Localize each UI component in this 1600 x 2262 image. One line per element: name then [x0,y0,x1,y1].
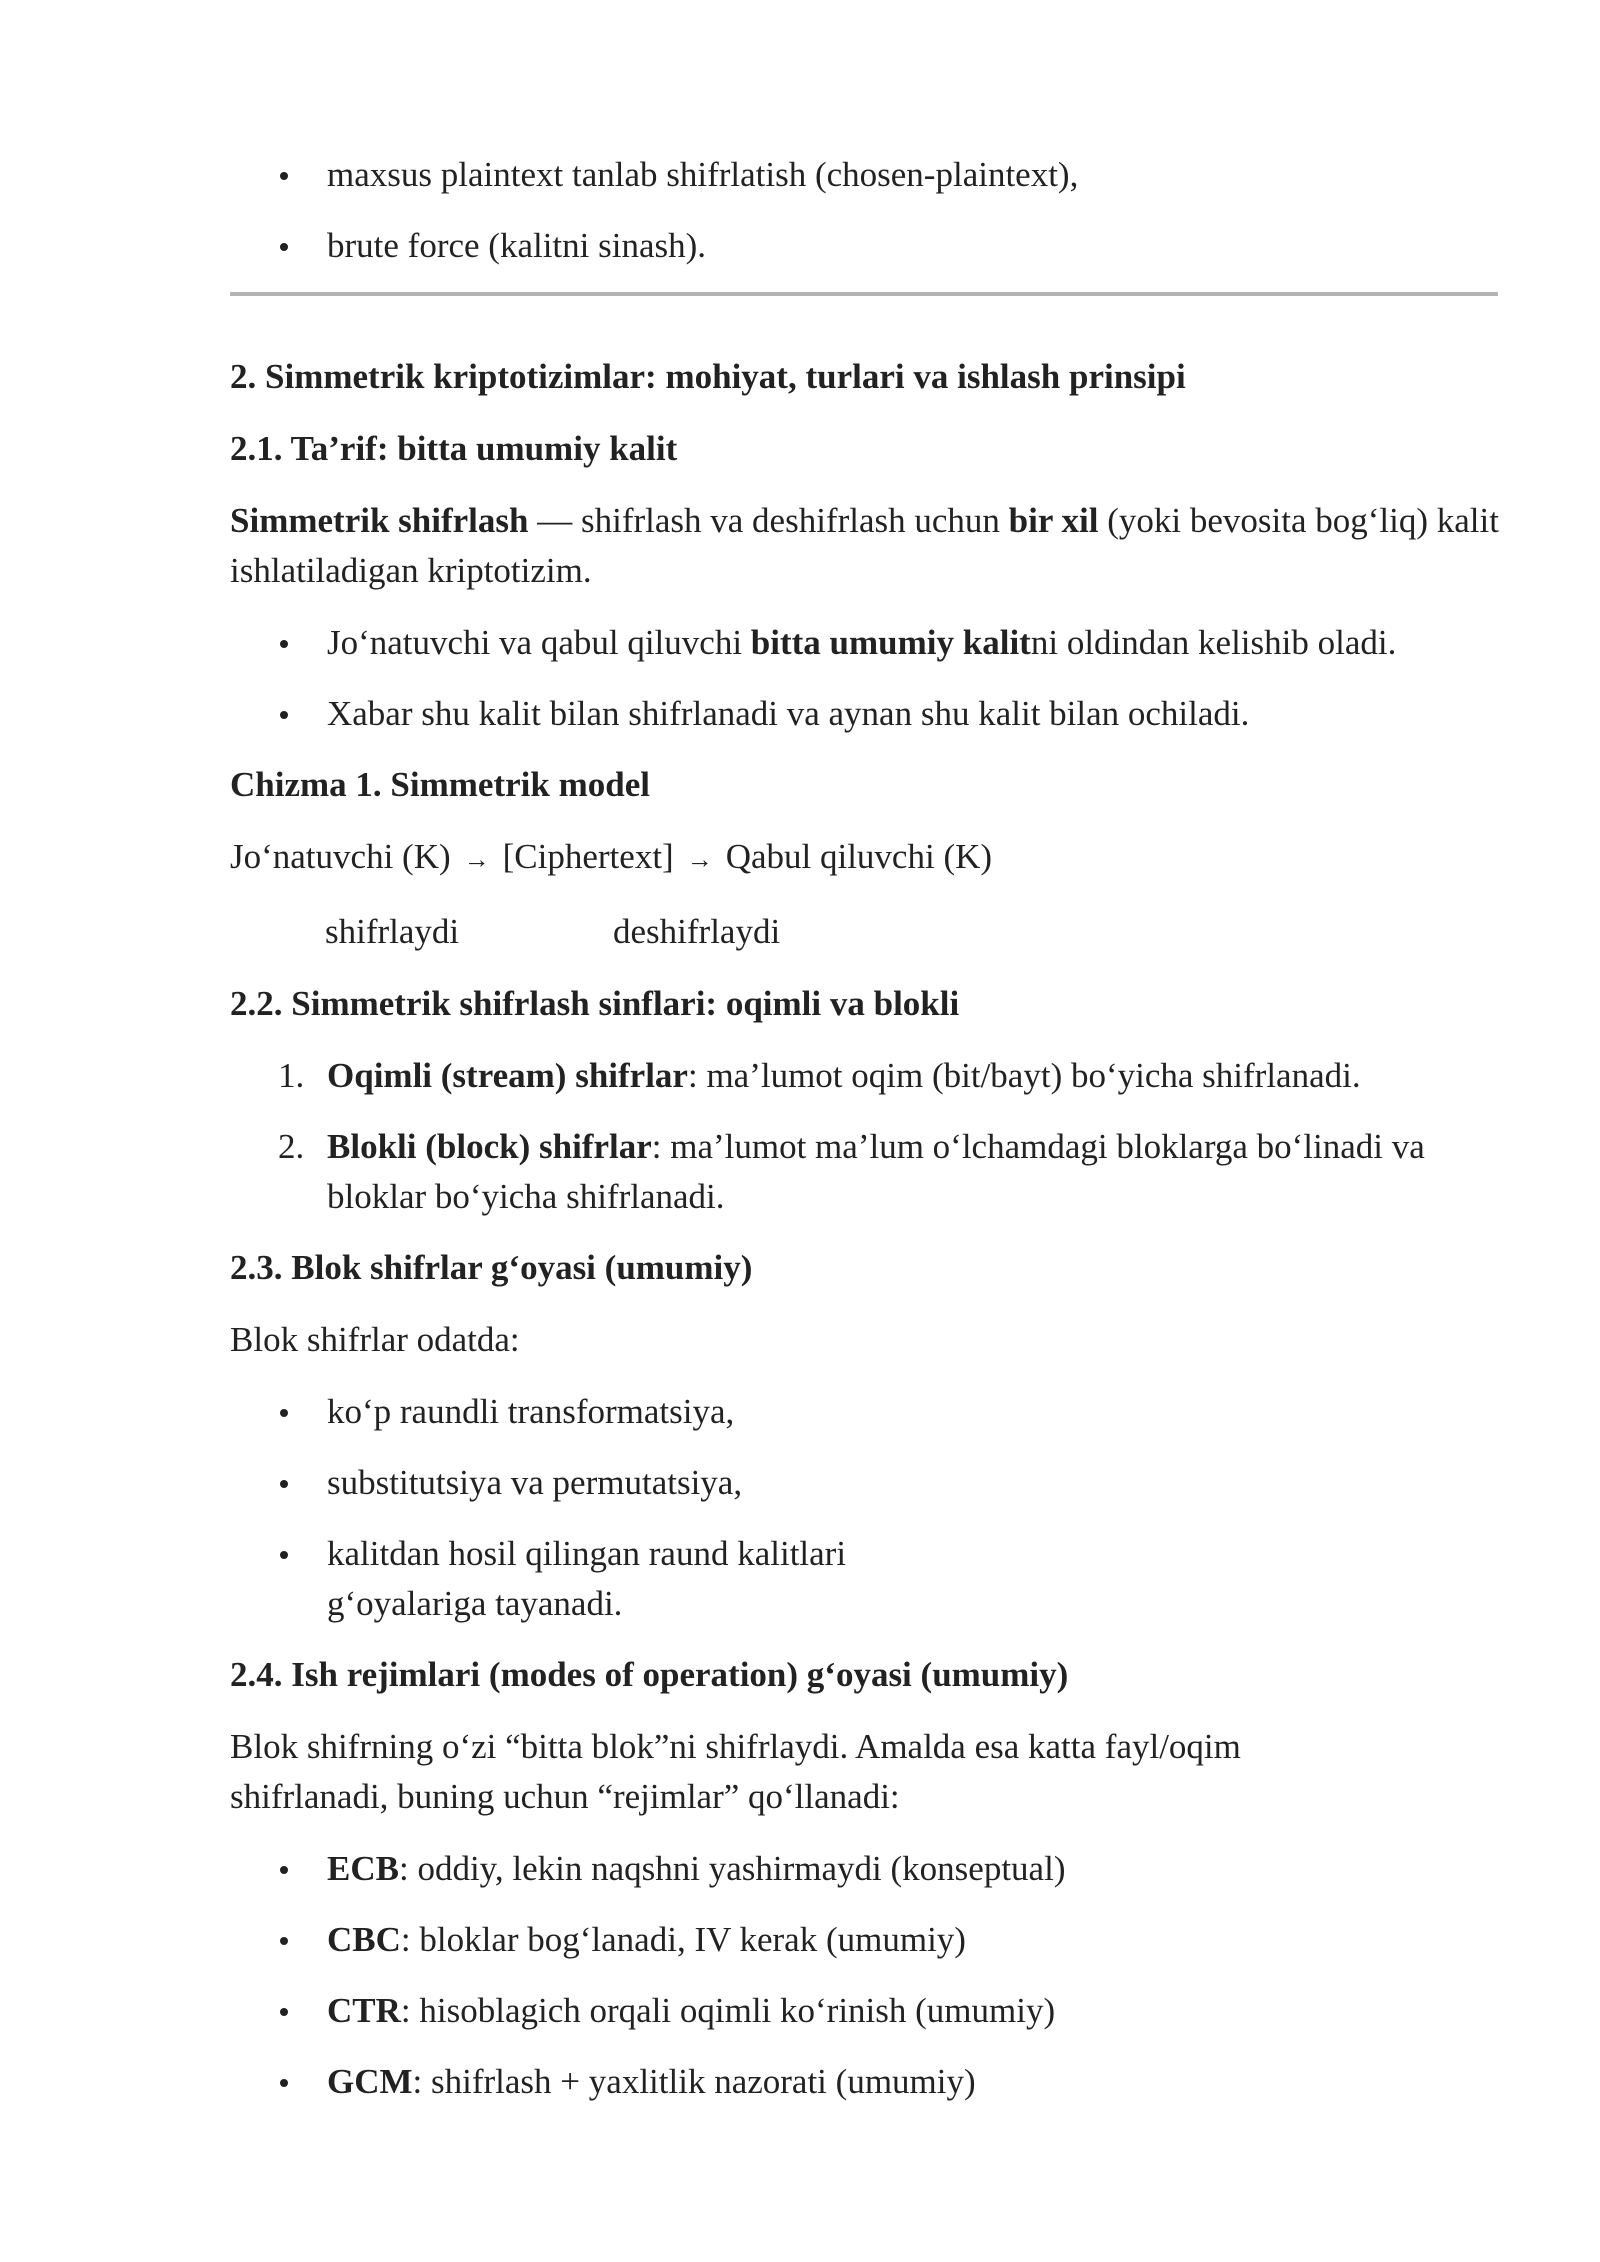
list-item: 2. Blokli (block) shifrlar: ma’lumot ma’lum o‘lchamdagi bloklarga bo‘linadi va bloklar bo‘yicha shifrlanadi. [278,1127,1425,1216]
decrypt-label: deshifrlaydi [613,912,781,951]
subsection-heading: 2.2. Simmetrik shifrlash sinflari: oqimli va blokli [230,984,960,1023]
sender-label: Jo‘natuvchi (K) [230,837,451,876]
modes-of-operation-list [230,1844,1500,2107]
figure-step-labels [230,907,1500,957]
list-item: kalitdan hosil qilingan raund kalitlari g‘oyalariga tayanadi. [230,1529,887,1629]
emphasis: bir xil [1008,501,1099,540]
list-item: ECB: oddiy, lekin naqshni yashirmaydi (konseptual) [230,1844,1500,1894]
subsection-heading: 2.3. Blok shifrlar g‘oyasi (umumiy) [230,1248,753,1287]
list-item: GCM: shifrlash + yaxlitlik nazorati (umumiy) [230,2057,1500,2107]
document-page [230,150,1500,2128]
cipher-classes-list [230,1051,1500,1222]
figure-title: Chizma 1. Simmetrik model [230,765,650,804]
attack-types-list [230,150,1500,271]
list-item: brute force (kalitni sinash). [230,221,1500,271]
encrypt-label: shifrlaydi [325,912,460,951]
list-item: maxsus plaintext tanlab shifrlatish (chosen-plaintext), [230,150,1500,200]
list-item: 1. Oqimli (stream) shifrlar: ma’lumot oqim (bit/bayt) bo‘yicha shifrlanadi. [278,1056,1361,1095]
list-item: substitutsiya va permutatsiya, [230,1458,1500,1508]
arrow-right-icon: → [463,845,490,874]
list-item: CBC: bloklar bog‘lanadi, IV kerak (umumiy) [230,1915,1500,1965]
section-divider [230,292,1498,296]
list-item: CTR: hisoblagich orqali oqimli ko‘rinish (umumiy) [230,1986,1500,2036]
block-cipher-ideas-list [230,1387,1500,1629]
receiver-label: Qabul qiluvchi (K) [725,837,993,876]
definition-paragraph: Simmetrik shifrlash — shifrlash va deshifrlash uchun bir xil (yoki bevosita bog‘liq) kalit ishlatiladigan kriptotizim. [230,501,1499,590]
ciphertext-label: [Ciphertext] [502,837,674,876]
list-item: Xabar shu kalit bilan shifrlanadi va aynan shu kalit bilan ochiladi. [230,689,1500,739]
figure-flow [230,832,1500,885]
section-heading: 2. Simmetrik kriptotizimlar: mohiyat, turlari va ishlash prinsipi [230,357,1186,396]
subsection-heading: 2.4. Ish rejimlari (modes of operation) g‘oyasi (umumiy) [230,1655,1069,1694]
subsection-heading: 2.1. Ta’rif: bitta umumiy kalit [230,429,678,468]
arrow-right-icon: → [686,845,713,874]
paragraph: Blok shifrning o‘zi “bitta blok”ni shifrlaydi. Amalda esa katta fayl/oqim shifrlanadi, buning uchun “rejimlar” qo‘llanadi: [230,1727,1241,1816]
list-item: ko‘p raundli transformatsiya, [230,1387,1500,1437]
list-item: Jo‘natuvchi va qabul qiluvchi bitta umumiy kalitni oldindan kelishib oladi. [230,618,1500,668]
definition-term: Simmetrik shifrlash [230,501,529,540]
paragraph: Blok shifrlar odatda: [230,1320,520,1359]
definition-bullets [230,618,1500,739]
